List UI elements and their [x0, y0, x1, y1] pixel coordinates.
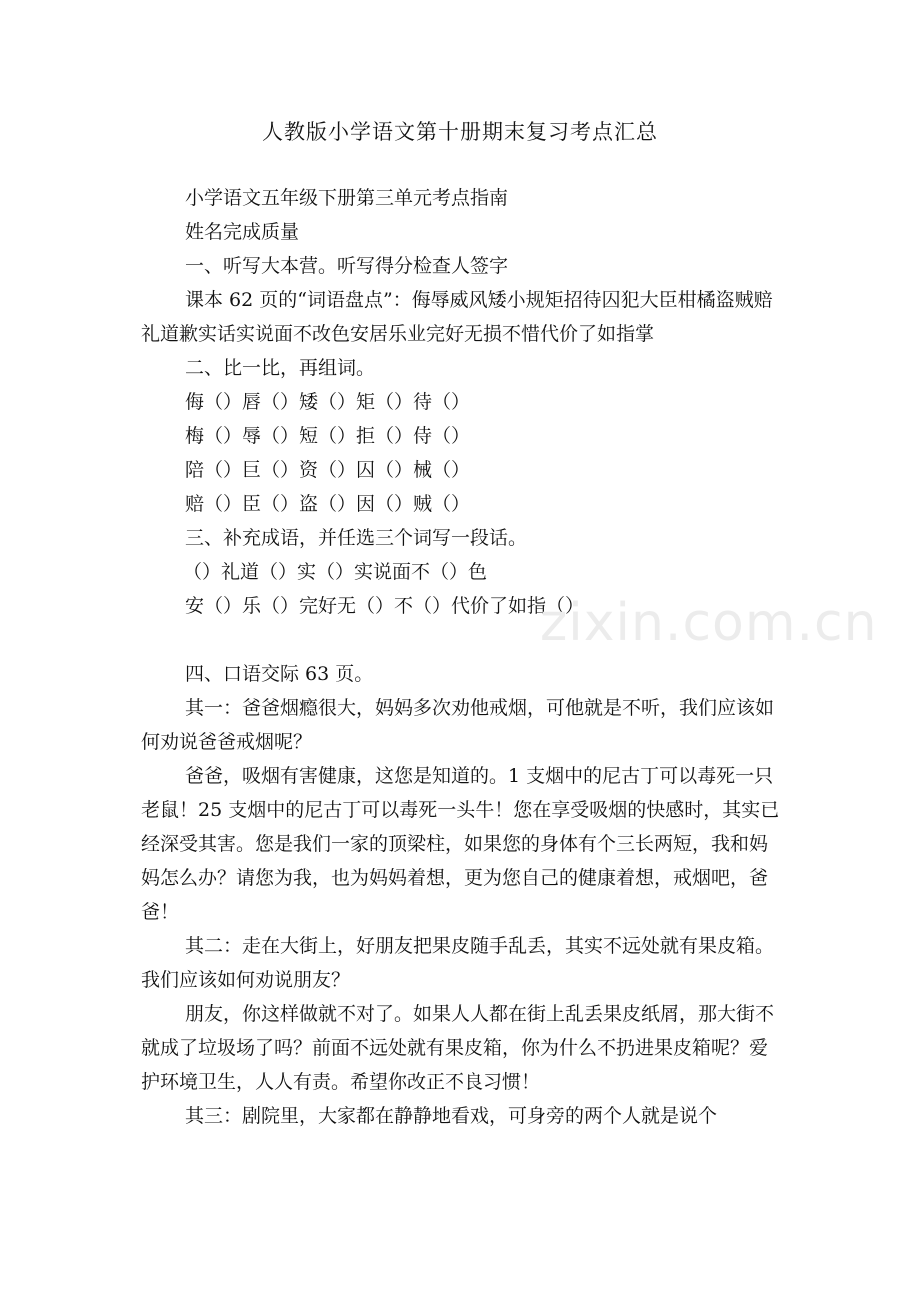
- scenario-1-question: 其一：爸爸烟瘾很大，妈妈多次劝他戒烟，可他就是不听，我们应该如何劝说爸爸戒烟呢？: [141, 697, 775, 753]
- blank-line: [141, 623, 781, 657]
- compare-row-3: 陪（）巨（）资（）囚（）械（）: [185, 459, 471, 481]
- compare-row-4: 赔（）臣（）盗（）因（）贼（）: [185, 493, 471, 515]
- compare-row-2: 梅（）辱（）短（）拒（）侍（）: [185, 425, 471, 447]
- section-4-heading: 四、口语交际 63 页。: [185, 663, 374, 685]
- idiom-row-2: 安（）乐（）完好无（）不（）代价了如指（）: [185, 595, 585, 617]
- vocabulary-paragraph: 课本 62 页的“词语盘点”：侮辱威风矮小规矩招待囚犯大臣柑橘盗贼赔礼道歉实话实说面不改色安居乐业完好无损不惜代价了如指掌: [141, 289, 773, 345]
- compare-row-1: 侮（）唇（）矮（）矩（）待（）: [185, 391, 471, 413]
- scenario-3-question: 其三：剧院里，大家都在静静地看戏，可身旁的两个人就是说个: [185, 1105, 718, 1127]
- document-body: [141, 181, 781, 1133]
- idiom-row-1: （）礼道（）实（）实说面不（）色: [183, 561, 488, 583]
- scenario-2-answer: 朋友，你这样做就不对了。如果人人都在街上乱丢果皮纸屑，那大街不就成了垃圾场了吗？前面不远处就有果皮箱，你为什么不扔进果皮箱呢？爱护环境卫生，人人有责。希望你改正不良习惯！: [141, 1003, 775, 1093]
- section-1-heading: 一、听写大本营。听写得分检查人签字: [185, 255, 509, 277]
- page-title: 人教版小学语文第十册期末复习考点汇总: [262, 120, 658, 144]
- section-2-heading: 二、比一比，再组词。: [185, 357, 376, 379]
- scenario-2-question: 其二：走在大街上，好朋友把果皮随手乱丢，其实不远处就有果皮箱。我们应该如何劝说朋友？: [141, 935, 775, 991]
- unit-heading: 小学语文五年级下册第三单元考点指南: [185, 187, 509, 209]
- section-3-heading: 三、补充成语，并任选三个词写一段话。: [185, 527, 528, 549]
- watermark: zixin.com.cn: [540, 593, 878, 653]
- name-quality-line: 姓名完成质量: [185, 221, 300, 243]
- scenario-1-answer: 爸爸，吸烟有害健康，这您是知道的。1 支烟中的尼古丁可以毒死一只老鼠！25 支烟中的尼古丁可以毒死一头牛！您在享受吸烟的快感时，其实已经深受其害。您是我们一家的顶梁柱，如果您的身体有个三长两短，我和妈妈怎么办？请您为我，也为妈妈着想，更为您自己的健康着想，戒烟吧，爸爸！: [141, 765, 780, 923]
